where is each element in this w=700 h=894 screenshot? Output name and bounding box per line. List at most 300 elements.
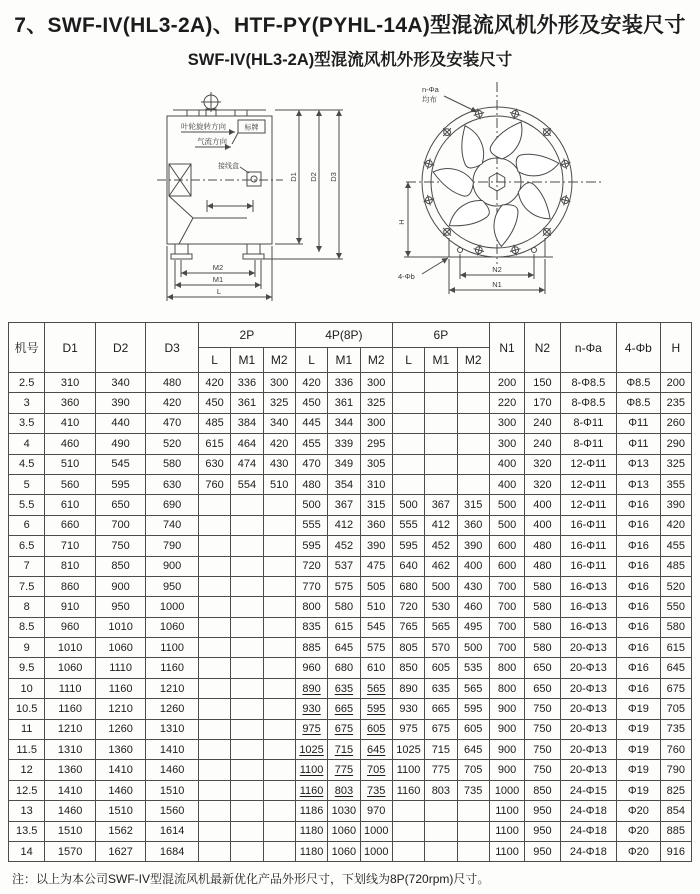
rotation-direction-label: 叶轮旋转方向 [181,122,226,131]
dim-cell [457,474,489,494]
footnote: 注：以上为本公司SWF-IV型混流风机最新优化产品外形尺寸，下划线为8P(720rpm)尺寸。 [12,872,490,887]
dim-cell: 480 [525,536,560,556]
table-row [9,658,692,678]
dim-cell: 360 [45,393,96,413]
col-header-n2: N2 [525,323,560,373]
dim-cell: 295 [360,434,392,454]
dim-cell: 690 [146,495,199,515]
dim-cell [263,821,295,841]
dim-m1-label: M1 [212,275,224,284]
dim-cell [198,760,230,780]
dim-cell: 615 [328,617,360,637]
dim-cell: 460 [457,597,489,617]
dim-cell: 650 [525,658,560,678]
dim-cell: 390 [360,536,392,556]
dim-cell: 475 [360,556,392,576]
machine-no-cell: 13.5 [9,821,45,841]
dim-cell: 16-Φ11 [560,556,617,576]
machine-no-cell: 6 [9,515,45,535]
dim-cell: 750 [525,719,560,739]
sub-header-m1: M1 [425,348,457,373]
dim-cell [198,495,230,515]
dim-cell: 495 [457,617,489,637]
dim-cell [198,740,230,760]
table-row [9,373,692,393]
dim-cell: 510 [45,454,96,474]
dim-cell: 170 [525,393,560,413]
dim-cell [392,454,424,474]
dim-cell: 500 [425,576,457,596]
dim-cell: 20-Φ13 [560,740,617,760]
dim-cell: 1160 [45,699,96,719]
spec-table-body [9,373,692,862]
sub-header-l: L [392,348,424,373]
dim-cell: 1627 [95,841,146,861]
dim-cell [263,658,295,678]
dim-cell: Φ11 [617,413,660,433]
dim-cell: 360 [457,515,489,535]
dim-cell: 510 [360,597,392,617]
dim-cell: 12-Φ11 [560,495,617,515]
dim-cell: 1100 [489,821,524,841]
dim-cell: 650 [525,678,560,698]
dim-cell: 550 [660,597,691,617]
sub-header-m2: M2 [263,348,295,373]
dim-cell [231,495,263,515]
dim-cell: 600 [489,536,524,556]
drawings-area [0,70,700,318]
dim-cell: 1060 [45,658,96,678]
airflow-direction-label: 气流方向 [197,137,227,146]
dim-cell: 354 [328,474,360,494]
dim-cell [198,556,230,576]
dim-cell [263,719,295,739]
dim-cell: 1010 [45,638,96,658]
dim-cell: 412 [328,515,360,535]
dim-cell: 455 [660,536,691,556]
dim-cell: 500 [489,495,524,515]
dim-cell: 1260 [146,699,199,719]
dim-cell: 290 [660,434,691,454]
dim-cell: 400 [489,454,524,474]
dim-cell: 1180 [295,821,327,841]
table-row [9,576,692,596]
dim-cell [263,536,295,556]
table-row [9,638,692,658]
machine-no-cell: 3.5 [9,413,45,433]
dim-cell: 700 [489,576,524,596]
dim-cell: 1510 [146,780,199,800]
dim-cell [392,821,424,841]
dim-cell: 805 [392,638,424,658]
dim-cell: 20-Φ13 [560,658,617,678]
dim-cell: 775 [328,760,360,780]
col-header-machine-no: 机号 [9,323,45,373]
dim-cell: 750 [525,740,560,760]
dim-cell: 1160 [392,780,424,800]
dim-cell: 510 [263,474,295,494]
sub-header-l: L [198,348,230,373]
dim-cell: 325 [360,393,392,413]
dim-cell: 420 [198,373,230,393]
dim-cell: 580 [525,638,560,658]
dim-cell: 700 [489,597,524,617]
dim-cell: 320 [525,474,560,494]
dim-cell: 555 [295,515,327,535]
dim-cell: 760 [660,740,691,760]
col-header-h: H [660,323,691,373]
dim-cell [457,413,489,433]
dim-cell: 610 [45,495,96,515]
dim-cell: 420 [295,373,327,393]
dim-cell [392,841,424,861]
dim-cell: 950 [95,597,146,617]
machine-no-cell: 8.5 [9,617,45,637]
dim-cell: 455 [295,434,327,454]
dim-cell: 355 [660,474,691,494]
dim-m2-label: M2 [212,263,224,272]
dim-cell: 630 [198,454,230,474]
dim-cell [263,780,295,800]
bolt-pattern-label: n-Φa [422,85,439,94]
dim-cell: Φ8.5 [617,393,660,413]
dim-cell: 1410 [146,740,199,760]
dim-cell: 595 [95,474,146,494]
dim-cell [198,536,230,556]
dim-cell: 560 [45,474,96,494]
dim-cell: 1410 [95,760,146,780]
dim-n2-label: N2 [492,265,502,274]
dim-cell: Φ16 [617,597,660,617]
dim-cell: 715 [425,740,457,760]
dim-cell: 580 [525,597,560,617]
dim-cell: 850 [392,658,424,678]
dim-cell: 1560 [146,801,199,821]
dim-cell: 1510 [45,821,96,841]
dim-cell: 300 [263,373,295,393]
table-row [9,780,692,800]
dim-cell: 300 [489,413,524,433]
dim-cell [425,821,457,841]
dim-cell: 635 [328,678,360,698]
dim-cell: 975 [295,719,327,739]
dim-cell: 645 [660,658,691,678]
dim-cell: 1060 [95,638,146,658]
dim-cell: 930 [392,699,424,719]
dim-cell: Φ19 [617,699,660,719]
dim-cell: 1410 [45,780,96,800]
dim-cell: Φ16 [617,658,660,678]
dim-cell: 1210 [45,719,96,739]
dim-cell: 520 [146,434,199,454]
dim-cell: 20-Φ13 [560,699,617,719]
dim-cell: 320 [525,454,560,474]
dim-cell: 420 [263,434,295,454]
dim-cell: 235 [660,393,691,413]
dim-cell: 300 [489,434,524,454]
table-row [9,678,692,698]
table-row [9,597,692,617]
table-row [9,515,692,535]
bolt-pattern-note: 均布 [422,95,437,104]
dim-cell: 1210 [95,699,146,719]
dim-cell [457,454,489,474]
dim-cell [263,495,295,515]
dim-cell: 24-Φ15 [560,780,617,800]
dim-cell: 565 [457,678,489,698]
dim-cell: 460 [45,434,96,454]
table-row [9,454,692,474]
dim-cell: 770 [295,576,327,596]
dim-cell: Φ16 [617,515,660,535]
dim-cell: 885 [660,821,691,841]
dim-cell: 530 [425,597,457,617]
dim-cell: 1562 [95,821,146,841]
dim-cell: 950 [525,821,560,841]
dim-cell: 800 [489,678,524,698]
dim-cell: 300 [360,413,392,433]
dim-cell: 916 [660,841,691,861]
dim-cell: 610 [360,658,392,678]
dim-cell: 384 [231,413,263,433]
dim-cell: 16-Φ11 [560,515,617,535]
dim-cell: 1684 [146,841,199,861]
dim-cell [198,678,230,698]
dim-cell: 361 [328,393,360,413]
machine-no-cell: 9.5 [9,658,45,678]
dim-cell: 775 [425,760,457,780]
dim-cell: 565 [425,617,457,637]
dim-cell: 1100 [295,760,327,780]
dim-cell: Φ16 [617,617,660,637]
dim-cell: 605 [360,719,392,739]
dim-cell: 16-Φ13 [560,576,617,596]
dim-d2-label: D2 [309,172,318,182]
dim-cell: 430 [263,454,295,474]
dim-cell: 910 [45,597,96,617]
dim-cell: Φ11 [617,434,660,454]
table-row [9,801,692,821]
dim-cell: 1025 [392,740,424,760]
dim-cell: 595 [295,536,327,556]
dim-cell: 600 [489,556,524,576]
dim-cell: 575 [328,576,360,596]
machine-no-cell: 11.5 [9,740,45,760]
dim-cell: 545 [95,454,146,474]
dim-cell [231,719,263,739]
dim-cell: 480 [295,474,327,494]
dim-cell: 575 [360,638,392,658]
dim-cell: 700 [489,617,524,637]
dim-cell: 480 [146,373,199,393]
dim-cell [263,515,295,535]
machine-no-cell: 9 [9,638,45,658]
dim-cell: 452 [328,536,360,556]
dim-cell: 1030 [328,801,360,821]
col-header-d2: D2 [95,323,146,373]
dim-cell [263,740,295,760]
dim-cell: 390 [457,536,489,556]
dim-cell [231,699,263,719]
dim-cell: 8-Φ11 [560,434,617,454]
dim-cell [198,699,230,719]
dim-cell [198,801,230,821]
dim-cell: 635 [425,678,457,698]
dim-cell [198,780,230,800]
dim-cell: 803 [328,780,360,800]
dim-cell: 464 [231,434,263,454]
dim-cell: 675 [425,719,457,739]
dim-cell: 890 [392,678,424,698]
dim-cell: Φ13 [617,454,660,474]
dim-d3-label: D3 [329,172,338,182]
dim-cell [263,801,295,821]
dim-cell: 430 [457,576,489,596]
dim-cell: 705 [457,760,489,780]
dim-cell: 900 [489,760,524,780]
col-header-d1: D1 [45,323,96,373]
dim-cell: 650 [95,495,146,515]
dim-cell: 400 [525,495,560,515]
dim-cell: 490 [95,434,146,454]
dim-cell: 960 [45,617,96,637]
dim-cell [198,617,230,637]
dim-cell [231,536,263,556]
dim-l-label: L [216,287,222,296]
dim-cell: 16-Φ13 [560,597,617,617]
dim-cell: 595 [360,699,392,719]
dim-cell [198,719,230,739]
sub-header-m1: M1 [328,348,360,373]
dim-cell: 1180 [295,841,327,861]
dim-cell: 810 [45,556,96,576]
dim-cell: 339 [328,434,360,454]
dim-cell [457,801,489,821]
dim-cell: 580 [525,617,560,637]
dim-cell: 580 [146,454,199,474]
dim-cell: 336 [328,373,360,393]
dim-cell [457,821,489,841]
dim-cell: Φ16 [617,536,660,556]
dim-cell: 349 [328,454,360,474]
dim-cell: 1110 [45,678,96,698]
dim-cell: 8-Φ8.5 [560,393,617,413]
table-row [9,556,692,576]
dim-cell: 305 [360,454,392,474]
dim-cell: 720 [392,597,424,617]
dim-cell: 570 [425,638,457,658]
dim-cell: 615 [660,638,691,658]
dim-cell [263,841,295,861]
dim-cell: 900 [489,740,524,760]
dim-cell: 700 [489,638,524,658]
dim-cell: 12-Φ11 [560,454,617,474]
dim-cell: 16-Φ13 [560,617,617,637]
dim-cell: 450 [198,393,230,413]
dim-cell: 630 [146,474,199,494]
dim-cell: 336 [231,373,263,393]
dim-cell: 1060 [328,841,360,861]
dim-cell: 1100 [392,760,424,780]
dim-cell [263,760,295,780]
dim-cell: 580 [660,617,691,637]
dim-cell: 445 [295,413,327,433]
machine-no-cell: 10.5 [9,699,45,719]
dim-cell [198,658,230,678]
dim-cell: 645 [360,740,392,760]
dim-cell: 310 [45,373,96,393]
dim-cell [231,638,263,658]
dim-cell [392,413,424,433]
dim-cell: 200 [489,373,524,393]
dim-cell [198,515,230,535]
dim-cell [392,393,424,413]
dim-cell: 825 [660,780,691,800]
dim-cell: 535 [457,658,489,678]
dim-cell: 360 [360,515,392,535]
group-header-6p: 6P [392,323,489,348]
dim-cell [263,638,295,658]
dim-cell [392,474,424,494]
dim-cell: 950 [525,841,560,861]
dim-cell: 800 [489,658,524,678]
table-row [9,719,692,739]
col-header-d3: D3 [146,323,199,373]
dim-cell: 605 [457,719,489,739]
dim-cell: 645 [328,638,360,658]
dim-cell: 240 [525,413,560,433]
dim-cell: 950 [525,801,560,821]
dim-cell [392,373,424,393]
machine-no-cell: 5.5 [9,495,45,515]
dim-cell [198,821,230,841]
machine-no-cell: 5 [9,474,45,494]
dim-d1-label: D1 [289,172,298,182]
dim-cell: 854 [660,801,691,821]
machine-no-cell: 7.5 [9,576,45,596]
dim-cell: 850 [95,556,146,576]
dim-cell [457,434,489,454]
dim-cell: 1460 [146,760,199,780]
dim-cell: 665 [425,699,457,719]
dim-cell: 1460 [45,801,96,821]
dim-cell: 361 [231,393,263,413]
dim-cell: 1110 [95,658,146,678]
sub-header-l: L [295,348,327,373]
dim-cell: Φ20 [617,821,660,841]
dim-cell: 850 [525,780,560,800]
group-header-2p: 2P [198,323,295,348]
dim-cell: 462 [425,556,457,576]
dim-cell: 680 [392,576,424,596]
dim-cell: 1510 [95,801,146,821]
dim-cell: 680 [328,658,360,678]
dim-cell: 580 [328,597,360,617]
dim-cell: 24-Φ18 [560,801,617,821]
dim-cell [425,841,457,861]
dim-cell: 24-Φ18 [560,841,617,861]
table-row [9,393,692,413]
dim-cell: 803 [425,780,457,800]
dim-cell [392,434,424,454]
machine-no-cell: 6.5 [9,536,45,556]
dim-cell: 400 [457,556,489,576]
dim-cell: Φ16 [617,495,660,515]
dim-cell [425,393,457,413]
dim-cell: 1160 [95,678,146,698]
dim-cell: 410 [45,413,96,433]
table-row [9,617,692,637]
